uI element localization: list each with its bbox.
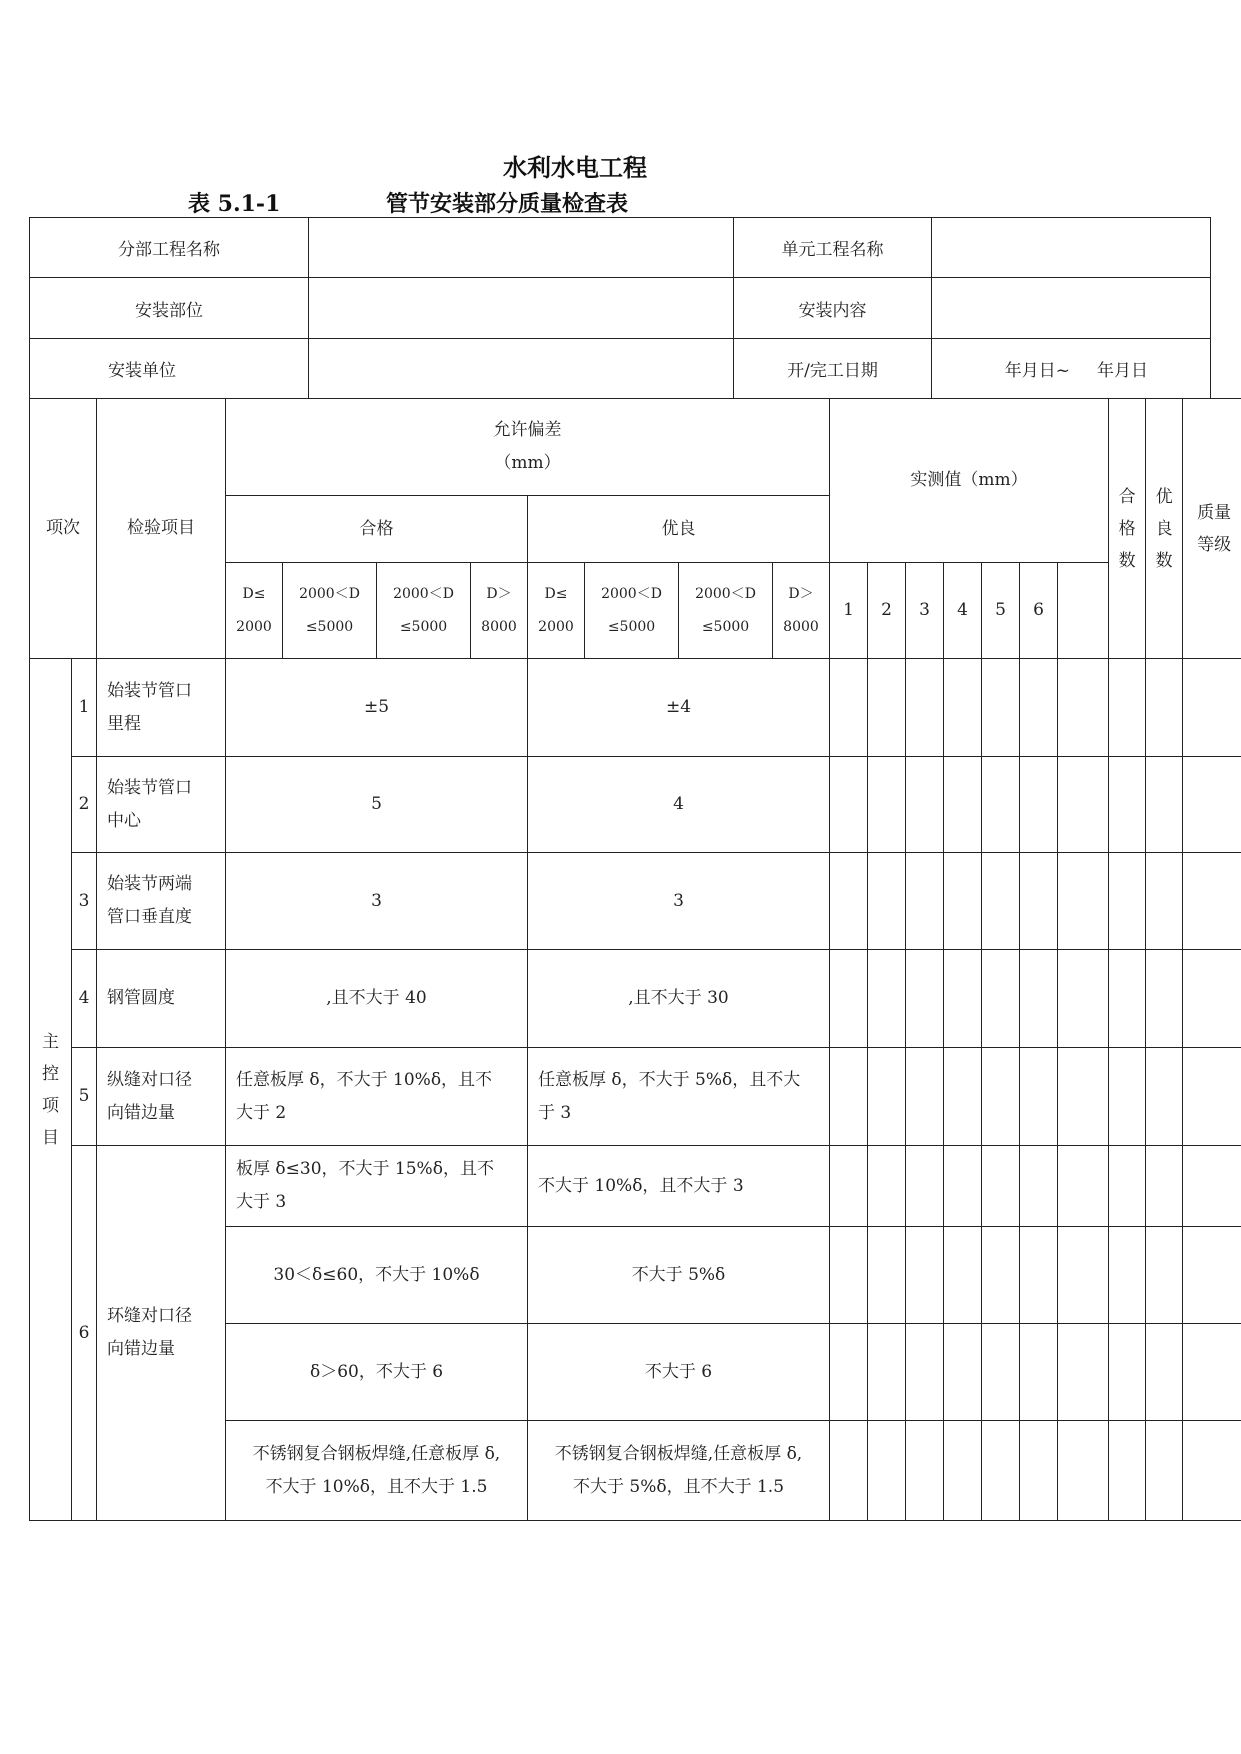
table-title: 管节安装部分质量检查表 — [386, 191, 629, 217]
measure-cell[interactable] — [1058, 659, 1109, 757]
measure-cell[interactable] — [868, 950, 906, 1048]
measure-cell[interactable] — [868, 1048, 906, 1146]
measure-cell[interactable] — [1020, 1421, 1058, 1521]
hegeshu-char: 格 — [1118, 518, 1136, 539]
measure-col-1: 1 — [830, 563, 868, 659]
danyuan-value-field[interactable] — [932, 218, 1211, 278]
hegeshu-cell[interactable] — [1109, 1146, 1146, 1227]
header-youliang: 优良 — [528, 496, 830, 563]
zhiliang-line: 等级 — [1197, 534, 1232, 555]
youliangshu-cell[interactable] — [1146, 659, 1183, 757]
range-line: 2000 — [538, 618, 574, 635]
item-line: 始装节管口 — [107, 777, 192, 798]
measure-cell[interactable] — [944, 853, 982, 950]
measure-cell[interactable] — [1058, 1048, 1109, 1146]
item-line: 向错边量 — [107, 1102, 175, 1123]
range-line: 8000 — [481, 618, 517, 635]
measure-cell[interactable] — [906, 1048, 944, 1146]
measure-cell[interactable] — [830, 1048, 868, 1146]
measure-cell[interactable] — [1020, 950, 1058, 1048]
youliangshu-cell[interactable] — [1146, 853, 1183, 950]
youliangshu-cell[interactable] — [1146, 1227, 1183, 1324]
row-hege-value: ,且不大于 40 — [226, 950, 528, 1048]
document-title: 水利水电工程 — [503, 153, 647, 182]
youliangshu-char: 数 — [1155, 550, 1173, 571]
inspection-table — [29, 398, 1241, 1521]
range-line: 2000＜D — [695, 585, 756, 602]
measure-col-4: 4 — [944, 563, 982, 659]
row-youliang-value: 不大于 5%δ — [528, 1227, 830, 1324]
range-line: 8000 — [783, 618, 819, 635]
measure-cell[interactable] — [944, 659, 982, 757]
group-char: 主 — [42, 1031, 59, 1052]
measure-cell[interactable] — [906, 1227, 944, 1324]
measure-cell[interactable] — [830, 1324, 868, 1421]
header-shice: 实测值（mm） — [830, 399, 1109, 563]
row-item — [97, 659, 226, 757]
buwei-value-field[interactable] — [309, 278, 734, 339]
value-line: 任意板厚 δ，不大于 10%δ，且不 — [236, 1069, 493, 1090]
youliangshu-cell[interactable] — [1146, 1048, 1183, 1146]
value-line: 不锈钢复合钢板焊缝,任意板厚 δ, — [252, 1443, 501, 1464]
zhiliang-cell[interactable] — [1183, 1146, 1241, 1227]
fenbu-label: 分部工程名称 — [30, 218, 309, 278]
hegeshu-char: 合 — [1118, 486, 1136, 507]
measure-cell[interactable] — [982, 757, 1020, 853]
measure-cell[interactable] — [982, 659, 1020, 757]
measure-cell[interactable] — [982, 853, 1020, 950]
value-line: 不大于 10%δ，且不大于 1.5 — [265, 1476, 488, 1497]
row-number: 1 — [72, 659, 97, 757]
row-number: 3 — [72, 853, 97, 950]
measure-cell[interactable] — [1058, 1421, 1109, 1521]
youliangshu-char: 优 — [1155, 486, 1173, 507]
row-youliang-value: ±4 — [528, 659, 830, 757]
measure-cell[interactable] — [830, 1227, 868, 1324]
measure-col-2: 2 — [868, 563, 906, 659]
item-line: 始装节两端 — [107, 874, 192, 894]
measure-col-3: 3 — [906, 563, 944, 659]
value-line: 于 3 — [538, 1102, 572, 1123]
header-youliangshu — [1146, 399, 1183, 659]
range-line: 2000＜D — [299, 585, 360, 602]
measure-cell[interactable] — [868, 1324, 906, 1421]
range-youliang-4 — [773, 563, 830, 659]
row-item: 钢管圆度 — [97, 950, 226, 1048]
item-line: 向错边量 — [107, 1339, 175, 1359]
measure-cell[interactable] — [982, 1227, 1020, 1324]
youliangshu-cell[interactable] — [1146, 757, 1183, 853]
measure-cell[interactable] — [1058, 1146, 1109, 1227]
measure-cell[interactable] — [982, 1146, 1020, 1227]
row-hege-value — [226, 1146, 528, 1227]
range-line: 2000＜D — [601, 585, 662, 602]
date-value-field[interactable]: 年月日~ 年月日 — [932, 339, 1211, 399]
hegeshu-cell[interactable] — [1109, 1421, 1146, 1521]
header-hegeshu — [1109, 399, 1146, 659]
hegeshu-cell[interactable] — [1109, 950, 1146, 1048]
row-item — [97, 757, 226, 853]
row-youliang-value: 3 — [528, 853, 830, 950]
measure-cell[interactable] — [1058, 853, 1109, 950]
group-char: 控 — [42, 1063, 59, 1084]
table-number: 表 5.1-1 — [188, 191, 281, 217]
item-line: 中心 — [107, 810, 141, 831]
row-number: 6 — [72, 1146, 97, 1521]
danyuan-label: 单元工程名称 — [734, 218, 932, 278]
measure-cell[interactable] — [906, 659, 944, 757]
measure-cell[interactable] — [1020, 757, 1058, 853]
row-hege-value: δ＞60，不大于 6 — [226, 1324, 528, 1421]
zhiliang-cell[interactable] — [1183, 1227, 1241, 1324]
zhiliang-cell[interactable] — [1183, 659, 1241, 757]
measure-cell[interactable] — [944, 1048, 982, 1146]
youliangshu-char: 良 — [1155, 518, 1173, 539]
neirong-value-field[interactable] — [932, 278, 1211, 339]
range-hege-3 — [377, 563, 471, 659]
header-hege: 合格 — [226, 496, 528, 563]
danwei-value-field[interactable] — [309, 339, 734, 399]
measure-cell[interactable] — [830, 757, 868, 853]
measure-cell[interactable] — [1058, 950, 1109, 1048]
range-youliang-1 — [528, 563, 585, 659]
header-jianyan: 检验项目 — [97, 399, 226, 659]
row-youliang-value — [528, 1048, 830, 1146]
measure-cell[interactable] — [906, 1146, 944, 1227]
table-row — [30, 1048, 1241, 1146]
header-yunxu-line2: （mm） — [494, 453, 561, 473]
measure-cell[interactable] — [1020, 1048, 1058, 1146]
measure-cell[interactable] — [868, 1421, 906, 1521]
measure-cell[interactable] — [868, 1227, 906, 1324]
youliangshu-cell[interactable] — [1146, 1146, 1183, 1227]
item-line: 管口垂直度 — [107, 907, 192, 927]
measure-cell[interactable] — [944, 950, 982, 1048]
measure-cell[interactable] — [1020, 1324, 1058, 1421]
zhiliang-cell[interactable] — [1183, 757, 1241, 853]
measure-cell[interactable] — [1058, 1227, 1109, 1324]
row-item — [97, 853, 226, 950]
row-hege-value: 3 — [226, 853, 528, 950]
item-line: 始装节管口 — [107, 680, 192, 701]
measure-cell[interactable] — [830, 853, 868, 950]
range-youliang-2 — [585, 563, 679, 659]
hegeshu-char: 数 — [1118, 550, 1136, 571]
row-youliang-value: ,且不大于 30 — [528, 950, 830, 1048]
row-youliang-value: 4 — [528, 757, 830, 853]
measure-cell[interactable] — [868, 659, 906, 757]
table-row — [30, 1146, 1241, 1227]
header-yunxu — [226, 399, 830, 496]
zhiliang-cell[interactable] — [1183, 1421, 1241, 1521]
row-item — [97, 1048, 226, 1146]
range-line: 2000 — [236, 618, 272, 635]
neirong-label: 安装内容 — [734, 278, 932, 339]
header-xiangci: 项次 — [30, 399, 97, 659]
danwei-label: 安装单位 — [30, 339, 309, 399]
range-line: D≤ — [544, 585, 568, 602]
range-hege-2 — [283, 563, 377, 659]
measure-col-6: 6 — [1020, 563, 1058, 659]
row-hege-value: ±5 — [226, 659, 528, 757]
value-line: 大于 3 — [236, 1192, 287, 1212]
measure-cell[interactable] — [982, 1324, 1020, 1421]
value-line: 板厚 δ≤30，不大于 15%δ，且不 — [236, 1159, 494, 1179]
row-number: 2 — [72, 757, 97, 853]
table-row — [30, 950, 1241, 1048]
range-line: ≤5000 — [607, 618, 656, 635]
group-label-zhukong — [30, 659, 72, 1521]
measure-cell[interactable] — [982, 1048, 1020, 1146]
item-line: 环缝对口径 — [107, 1306, 192, 1326]
measure-cell[interactable] — [982, 950, 1020, 1048]
group-char: 项 — [42, 1095, 59, 1116]
range-line: ≤5000 — [399, 618, 448, 635]
date-label: 开/完工日期 — [734, 339, 932, 399]
group-char: 目 — [42, 1127, 59, 1148]
measure-cell[interactable] — [868, 853, 906, 950]
hegeshu-cell[interactable] — [1109, 853, 1146, 950]
fenbu-value-field[interactable] — [309, 218, 734, 278]
zhiliang-cell[interactable] — [1183, 1048, 1241, 1146]
youliangshu-cell[interactable] — [1146, 950, 1183, 1048]
measure-cell[interactable] — [830, 659, 868, 757]
measure-cell[interactable] — [982, 1421, 1020, 1521]
range-line: D≤ — [242, 585, 266, 602]
zhiliang-line: 质量 — [1197, 502, 1232, 523]
value-line: 不锈钢复合钢板焊缝,任意板厚 δ, — [554, 1443, 803, 1464]
measure-cell[interactable] — [1020, 659, 1058, 757]
table-row — [30, 853, 1241, 950]
row-hege-value: 30＜δ≤60，不大于 10%δ — [226, 1227, 528, 1324]
row-hege-value — [226, 1048, 528, 1146]
range-hege-4 — [471, 563, 528, 659]
youliangshu-cell[interactable] — [1146, 1324, 1183, 1421]
hegeshu-cell[interactable] — [1109, 757, 1146, 853]
row-number: 5 — [72, 1048, 97, 1146]
row-hege-value: 5 — [226, 757, 528, 853]
buwei-label: 安装部位 — [30, 278, 309, 339]
measure-cell[interactable] — [906, 950, 944, 1048]
measure-cell[interactable] — [944, 1146, 982, 1227]
measure-cell[interactable] — [906, 853, 944, 950]
value-line: 任意板厚 δ，不大于 5%δ，且不大 — [538, 1069, 801, 1090]
row-youliang-value — [528, 1421, 830, 1521]
measure-cell[interactable] — [906, 1324, 944, 1421]
range-youliang-3 — [679, 563, 773, 659]
measure-cell[interactable] — [830, 1421, 868, 1521]
info-table — [29, 217, 1211, 399]
row-item — [97, 1146, 226, 1521]
range-line: D＞ — [788, 585, 814, 602]
measure-cell[interactable] — [944, 1324, 982, 1421]
range-line: 2000＜D — [393, 585, 454, 602]
range-line: ≤5000 — [701, 618, 750, 635]
item-line: 里程 — [107, 713, 141, 734]
measure-cell[interactable] — [1020, 1227, 1058, 1324]
hegeshu-cell[interactable] — [1109, 1048, 1146, 1146]
row-number: 4 — [72, 950, 97, 1048]
range-line: ≤5000 — [305, 618, 354, 635]
measure-cell[interactable] — [830, 1146, 868, 1227]
zhiliang-cell[interactable] — [1183, 853, 1241, 950]
measure-cell[interactable] — [868, 757, 906, 853]
measure-cell[interactable] — [830, 950, 868, 1048]
measure-cell[interactable] — [1058, 757, 1109, 853]
measure-col-7[interactable] — [1058, 563, 1109, 659]
youliangshu-cell[interactable] — [1146, 1421, 1183, 1521]
row-hege-value — [226, 1421, 528, 1521]
hegeshu-cell[interactable] — [1109, 1324, 1146, 1421]
measure-cell[interactable] — [906, 757, 944, 853]
row-youliang-value: 不大于 10%δ，且不大于 3 — [528, 1146, 830, 1227]
range-line: D＞ — [486, 585, 512, 602]
measure-cell[interactable] — [944, 1227, 982, 1324]
header-zhiliang — [1183, 399, 1241, 659]
measure-cell[interactable] — [1058, 1324, 1109, 1421]
range-hege-1 — [226, 563, 283, 659]
measure-cell[interactable] — [1020, 1146, 1058, 1227]
row-youliang-value: 不大于 6 — [528, 1324, 830, 1421]
measure-col-5: 5 — [982, 563, 1020, 659]
hegeshu-cell[interactable] — [1109, 1227, 1146, 1324]
measure-cell[interactable] — [1020, 853, 1058, 950]
measure-cell[interactable] — [944, 757, 982, 853]
zhiliang-cell[interactable] — [1183, 1324, 1241, 1421]
measure-cell[interactable] — [906, 1421, 944, 1521]
value-line: 不大于 5%δ，且不大于 1.5 — [572, 1476, 785, 1497]
value-line: 大于 2 — [236, 1102, 287, 1123]
table-row — [30, 659, 1241, 757]
header-yunxu-line1: 允许偏差 — [493, 420, 562, 440]
measure-cell[interactable] — [944, 1421, 982, 1521]
hegeshu-cell[interactable] — [1109, 659, 1146, 757]
table-row — [30, 757, 1241, 853]
item-line: 纵缝对口径 — [107, 1069, 192, 1090]
measure-cell[interactable] — [868, 1146, 906, 1227]
zhiliang-cell[interactable] — [1183, 950, 1241, 1048]
